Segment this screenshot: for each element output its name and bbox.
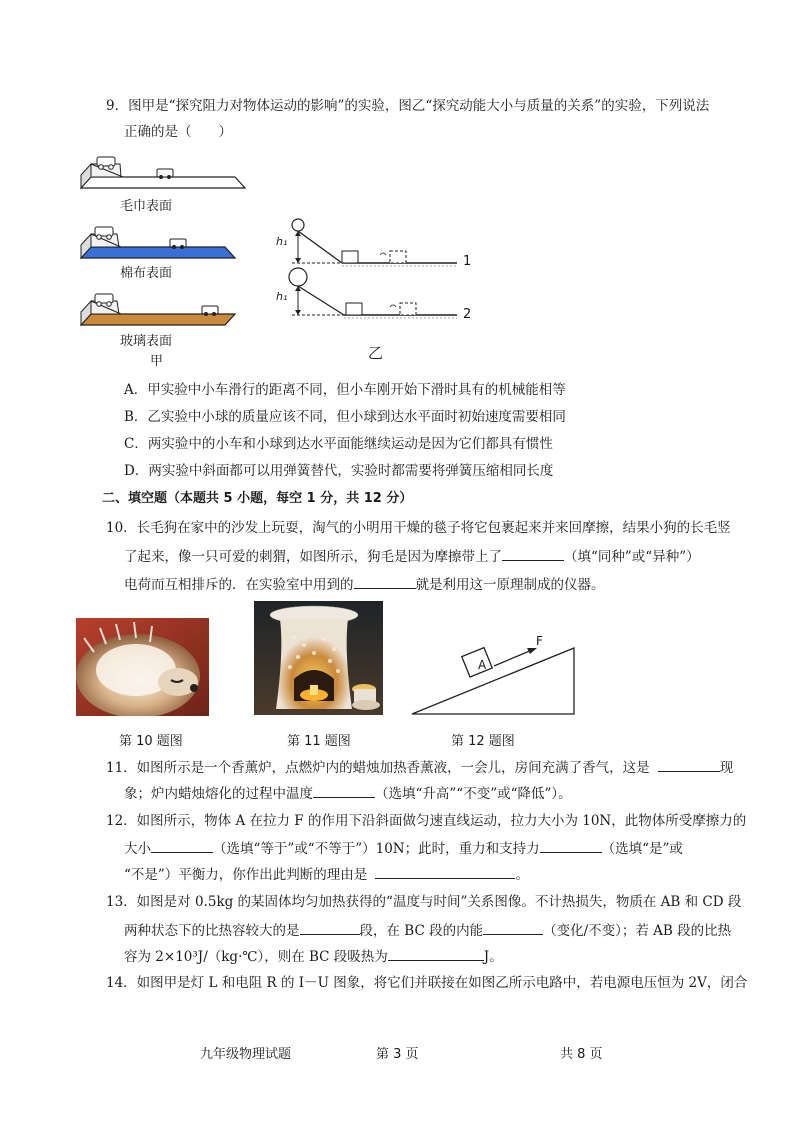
q13-line3a: 容为 2×10³J/（kg·℃），则在 BC 段吸热为 <box>124 949 388 965</box>
figure-12-incline <box>408 632 578 720</box>
q13-line1: 13．如图是对 0.5kg 的某固体均匀加热获得的“温度与时间”关系图像。不计热损失，物质在 AB 和 CD 段 <box>106 894 742 910</box>
q13-blank-3[interactable] <box>388 946 484 961</box>
q12-line2a: 大小 <box>124 841 151 857</box>
q12-blank-2[interactable] <box>540 838 602 853</box>
footer-total: 共 8 页 <box>560 1047 603 1062</box>
q12-line2b: （选填“等于”或“不等于”）10N；此时，重力和支持力 <box>213 841 540 857</box>
q12-line1: 12．如图所示，物体 A 在拉力 F 的作用下沿斜面做匀速直线运动，拉力大小为 10N，此物体所受摩擦力的 <box>106 813 747 829</box>
dog-photo <box>76 618 209 716</box>
q13-line2c: （变化/不变）；若 AB 段的比热 <box>543 923 732 939</box>
q9-option-a: A．甲实验中小车滑行的距离不同，但小车刚开始下滑时具有的机械能相等 <box>124 382 566 398</box>
q13-line3b: J。 <box>483 949 503 965</box>
figure-yi <box>272 215 472 325</box>
towel-track <box>81 157 245 188</box>
q10-line1: 10．长毛狗在家中的沙发上玩耍，淘气的小明用干燥的毯子将它包裹起来并来回摩擦，结果小狗的长毛竖 <box>106 520 731 536</box>
q13-line2b: 段，在 BC 段的内能 <box>359 923 484 939</box>
ball-ramp-1 <box>292 219 457 266</box>
q12-blank-1[interactable] <box>151 838 213 853</box>
footer-page: 第 3 页 <box>376 1047 419 1062</box>
q12-line3b: 。 <box>515 867 529 883</box>
block-a <box>462 648 492 677</box>
q9-line2: 正确的是（ ） <box>124 124 232 140</box>
q11-blank-1[interactable] <box>658 757 720 772</box>
glass-track <box>81 294 235 325</box>
caption-fig11: 第 11 题图 <box>287 734 351 749</box>
block-a-label: A <box>478 658 487 672</box>
q11-line2a: 象；炉内蜡烛熔化的过程中温度 <box>124 786 313 802</box>
force-arrow-head <box>527 648 537 654</box>
line-num-2: 2 <box>463 307 472 322</box>
q10-line3a: 电荷而互相排斥的．在实验室中用到的 <box>124 577 354 593</box>
section-title: 二、填空题（本题共 5 小题，每空 1 分，共 12 分） <box>102 491 413 506</box>
q13-blank-2[interactable] <box>483 920 543 935</box>
q13-blank-1[interactable] <box>300 920 360 935</box>
q11-blank-2[interactable] <box>313 783 375 798</box>
q9-option-b: B．乙实验中小球的质量应该不同，但小球到达水平面时初始速度需要相同 <box>124 409 566 425</box>
label-cotton: 棉布表面 <box>120 266 173 281</box>
q13-line2a: 两种状态下的比热容较大的是 <box>124 923 300 939</box>
force-arrow-line <box>494 650 532 666</box>
ball-ramp-2 <box>289 268 457 318</box>
aroma-burner-photo <box>254 601 383 715</box>
label-towel: 毛巾表面 <box>120 199 173 214</box>
q11-line2b: （选填“升高”“不变”或“降低”）。 <box>375 786 572 802</box>
q9-option-c: C．两实验中的小车和小球到达水平面能继续运动是因为它们都具有惯性 <box>124 436 553 452</box>
q10-line2b: （填“同种”或“异种”） <box>564 549 700 565</box>
q10-line2a: 了起来，像一只可爱的刺猬，如图所示，狗毛是因为摩擦带上了 <box>124 549 502 565</box>
q12-line3a: “不是”）平衡力，你作出此判断的理由是 <box>124 867 368 883</box>
caption-jia: 甲 <box>150 354 164 369</box>
caption-fig10: 第 10 题图 <box>119 734 183 749</box>
footer-subject: 九年级物理试题 <box>200 1047 292 1062</box>
q9-line1: 9．图甲是“探究阻力对物体运动的影响”的实验，图乙“探究动能大小与质量的关系”的实验，下列说法 <box>106 98 710 114</box>
incline-triangle <box>412 648 574 714</box>
q10-blank-1[interactable] <box>502 546 564 561</box>
q14-line1: 14．如图甲是灯 L 和电阻 R 的 I－U 图象，将它们并联接在如图乙所示电路中，若电源电压恒为 2V，闭合 <box>106 975 748 991</box>
h1-label-2: h₁ <box>276 290 288 303</box>
q12-blank-3[interactable] <box>375 864 515 879</box>
q10-blank-2[interactable] <box>354 574 416 589</box>
caption-yi: 乙 <box>368 344 384 362</box>
cotton-track <box>81 227 235 258</box>
q12-line2c: （选填“是”或 <box>601 841 683 857</box>
caption-fig12: 第 12 题图 <box>451 734 515 749</box>
q11-line1b: 现 <box>719 760 734 776</box>
force-f-label: F <box>536 634 543 648</box>
label-glass: 玻璃表面 <box>120 334 173 349</box>
q11-line1a: 11．如图所示是一个香薰炉，点燃炉内的蜡烛加热香薰液，一会儿，房间充满了香气，这是 <box>106 760 650 776</box>
q10-line3b: 就是利用这一原理制成的仪器。 <box>415 577 605 593</box>
q9-option-d: D．两实验中斜面都可以用弹簧替代，实验时都需要将弹簧压缩相同长度 <box>124 463 554 479</box>
line-num-1: 1 <box>463 254 472 269</box>
h1-label-1: h₁ <box>276 235 288 248</box>
